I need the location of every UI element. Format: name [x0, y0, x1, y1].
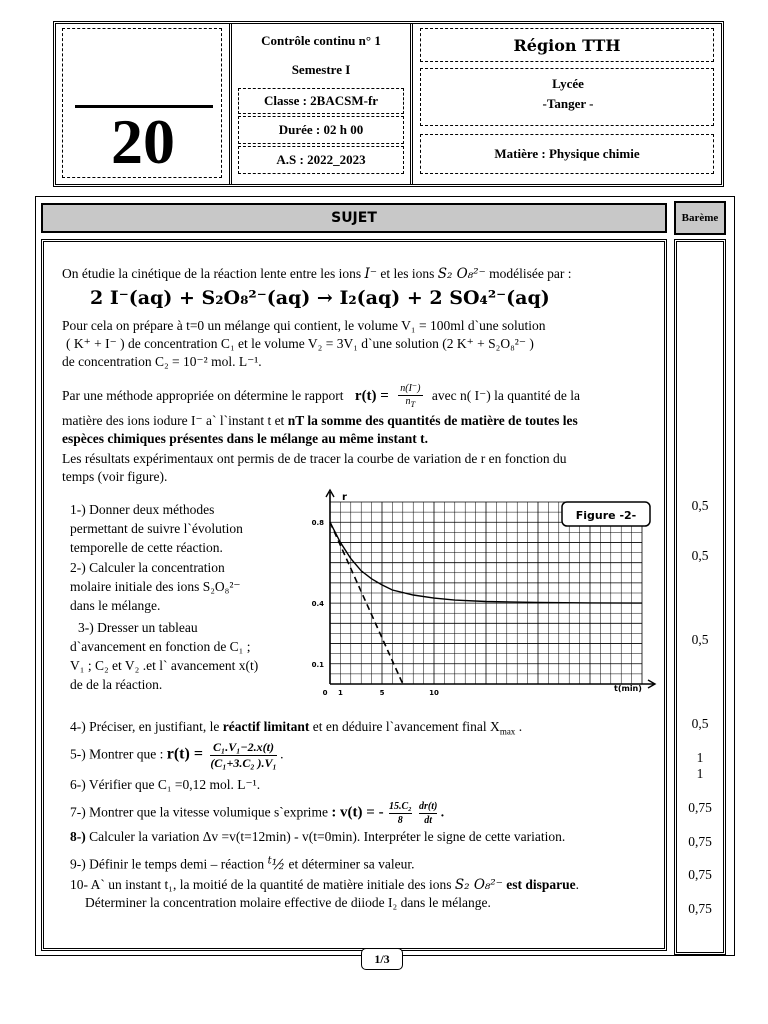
- score-q8: 0,75: [688, 834, 712, 849]
- score-q3: 0,5: [691, 632, 709, 647]
- figure-label: [562, 502, 650, 526]
- x-axis-label: t(min): [614, 684, 642, 693]
- question-6: 6-) Vérifier que C₁ =0,12 mol. L⁻¹.: [70, 777, 261, 792]
- score-q6: 1: [696, 766, 704, 781]
- question-4: 4-) Préciser, en justifiant, le réactif limitant et en déduire l`avancement final $X_{max}$ .: [70, 719, 523, 737]
- ratio-fraction: $\frac{n(I^-)}{n_T}$: [400, 383, 421, 409]
- question-10b: Déterminer la concentration molaire effective de diiode I₂ dans le mélange.: [85, 895, 491, 910]
- question-8: 8-) Calculer la variation Δv =v(t=12min) - v(t=0min). Interpréter le signe de cette variation.: [70, 829, 566, 844]
- figure-2-chart: [300, 488, 660, 714]
- grade-box: [62, 28, 222, 178]
- page-number: 1/3: [361, 948, 403, 970]
- intro-line-1: On étudie la cinétique de la réaction lente entre les ions I⁻ et les ions S₂ O₈²⁻ modélisée par :: [62, 266, 572, 282]
- semester: Semestre I: [291, 62, 351, 77]
- header-divider-1: [229, 24, 235, 184]
- question-1: 1-) Donner deux méthodes permettant de suivre l`évolution temporelle de cette réaction.: [70, 502, 243, 555]
- question-9: 9-) Définir le temps demi – réaction $^t$½ et déterminer sa valeur.: [70, 855, 415, 873]
- region-box: Région TTH: [420, 28, 714, 62]
- score-q9: 0,75: [688, 867, 712, 882]
- score-q4: 0,5: [691, 716, 709, 731]
- intro-line-4: de concentration C₂ = 10⁻² mol. L⁻¹.: [62, 354, 262, 369]
- x-tick-label: 10: [429, 689, 439, 697]
- school-line2: -Tanger -: [542, 96, 594, 111]
- duration-box: Durée : 02 h 00: [238, 116, 404, 144]
- intro-line-9: temps (voir figure).: [62, 469, 168, 484]
- intro-line-3: ( K⁺ + I⁻ ) de concentration C₁ et le volume V₂ = 3V₁ d`une solution (2 K⁺ + S₂O₈²⁻ ): [66, 336, 534, 351]
- y-tick-label: 0.8: [311, 519, 324, 528]
- question-2: 2-) Calculer la concentration molaire initiale des ions S₂O₈²⁻ dans le mélange.: [70, 560, 241, 613]
- ion-persulfate: S₂ O₈²⁻: [437, 266, 486, 282]
- question-5: 5-) Montrer que : r(t) = $\frac{\text{C₁.V₁−2.x(t)}}{\text{(C₁+3.C₂ ).V₁}}$ .: [70, 740, 284, 770]
- score-q5: 1: [696, 750, 704, 765]
- y-tick-label: 0.4: [311, 600, 324, 609]
- school-box: [420, 68, 714, 126]
- subject-box: Matière : Physique chimie: [420, 134, 714, 174]
- y-tick-label: 0.1: [311, 660, 324, 669]
- reaction-equation: 2 I⁻(aq) + S₂O₈²⁻(aq) → I₂(aq) + 2 SO₄²⁻(aq): [90, 287, 550, 309]
- exam-title: Contrôle continu n° 1: [261, 33, 381, 48]
- score-q10: 0,75: [688, 901, 712, 916]
- y-axis-label: r: [342, 492, 347, 503]
- question-3: 3-) Dresser un tableau d`avancement en fonction de C₁ ; V₁ ; C₂ et V₂ .et l` avancement x(t) de de la réaction.: [70, 620, 259, 692]
- grade-value: 20: [111, 106, 175, 177]
- chart-grid: [330, 502, 642, 684]
- header-divider-2: [410, 24, 416, 184]
- school-year-box: A.S : 2022_2023: [238, 146, 404, 174]
- score-q7: 0,75: [688, 800, 712, 815]
- ion-iodide: I⁻: [364, 266, 377, 282]
- x-tick-label: 5: [379, 689, 385, 697]
- section-title: SUJET: [41, 203, 667, 233]
- bareme-label: Barème: [674, 201, 726, 235]
- score-q2: 0,5: [691, 548, 709, 563]
- intro-line-2: Pour cela on prépare à t=0 un mélange qui contient, le volume V₁ = 100ml d`une solution: [62, 318, 546, 333]
- intro-line-7: espèces chimiques présentes dans le mélange au même instant t.: [62, 431, 428, 446]
- question-7: 7-) Montrer que la vitesse volumique s`exprime : v(t) = - $\frac{\text{15.C₂}}{8}$ $\frac{dr(t)}{dt}$ .: [70, 801, 445, 826]
- school-line1: Lycée: [552, 76, 584, 91]
- x-tick-label: 1: [337, 689, 343, 697]
- intro-line-5: Par une méthode appropriée on détermine le rapport r(t) = $\frac{n(I^-)}{n_T}$ avec n( I⁻) la quantité de la: [62, 383, 580, 409]
- intro-line-8: Les résultats expérimentaux ont permis de de tracer la courbe de variation de r en fonction du: [62, 451, 567, 466]
- r-formula-fraction: $\frac{\text{C₁.V₁−2.x(t)}}{\text{(C₁+3.C₂ ).V₁}}$: [210, 740, 277, 770]
- figure-title: Figure -2-: [575, 509, 637, 522]
- intro-line-6: matière des ions iodure I⁻ a` l`instant t et nT la somme des quantités de matière de toutes les: [62, 413, 578, 428]
- question-10a: 10- A` un instant t₁, la moitié de la quantité de matière initiale des ions S₂ O₈²⁻ est disparue.: [70, 877, 579, 893]
- origin-label: 0: [322, 689, 328, 697]
- score-q1: 0,5: [691, 498, 709, 513]
- class-box: Classe : 2BACSM-fr: [238, 88, 404, 114]
